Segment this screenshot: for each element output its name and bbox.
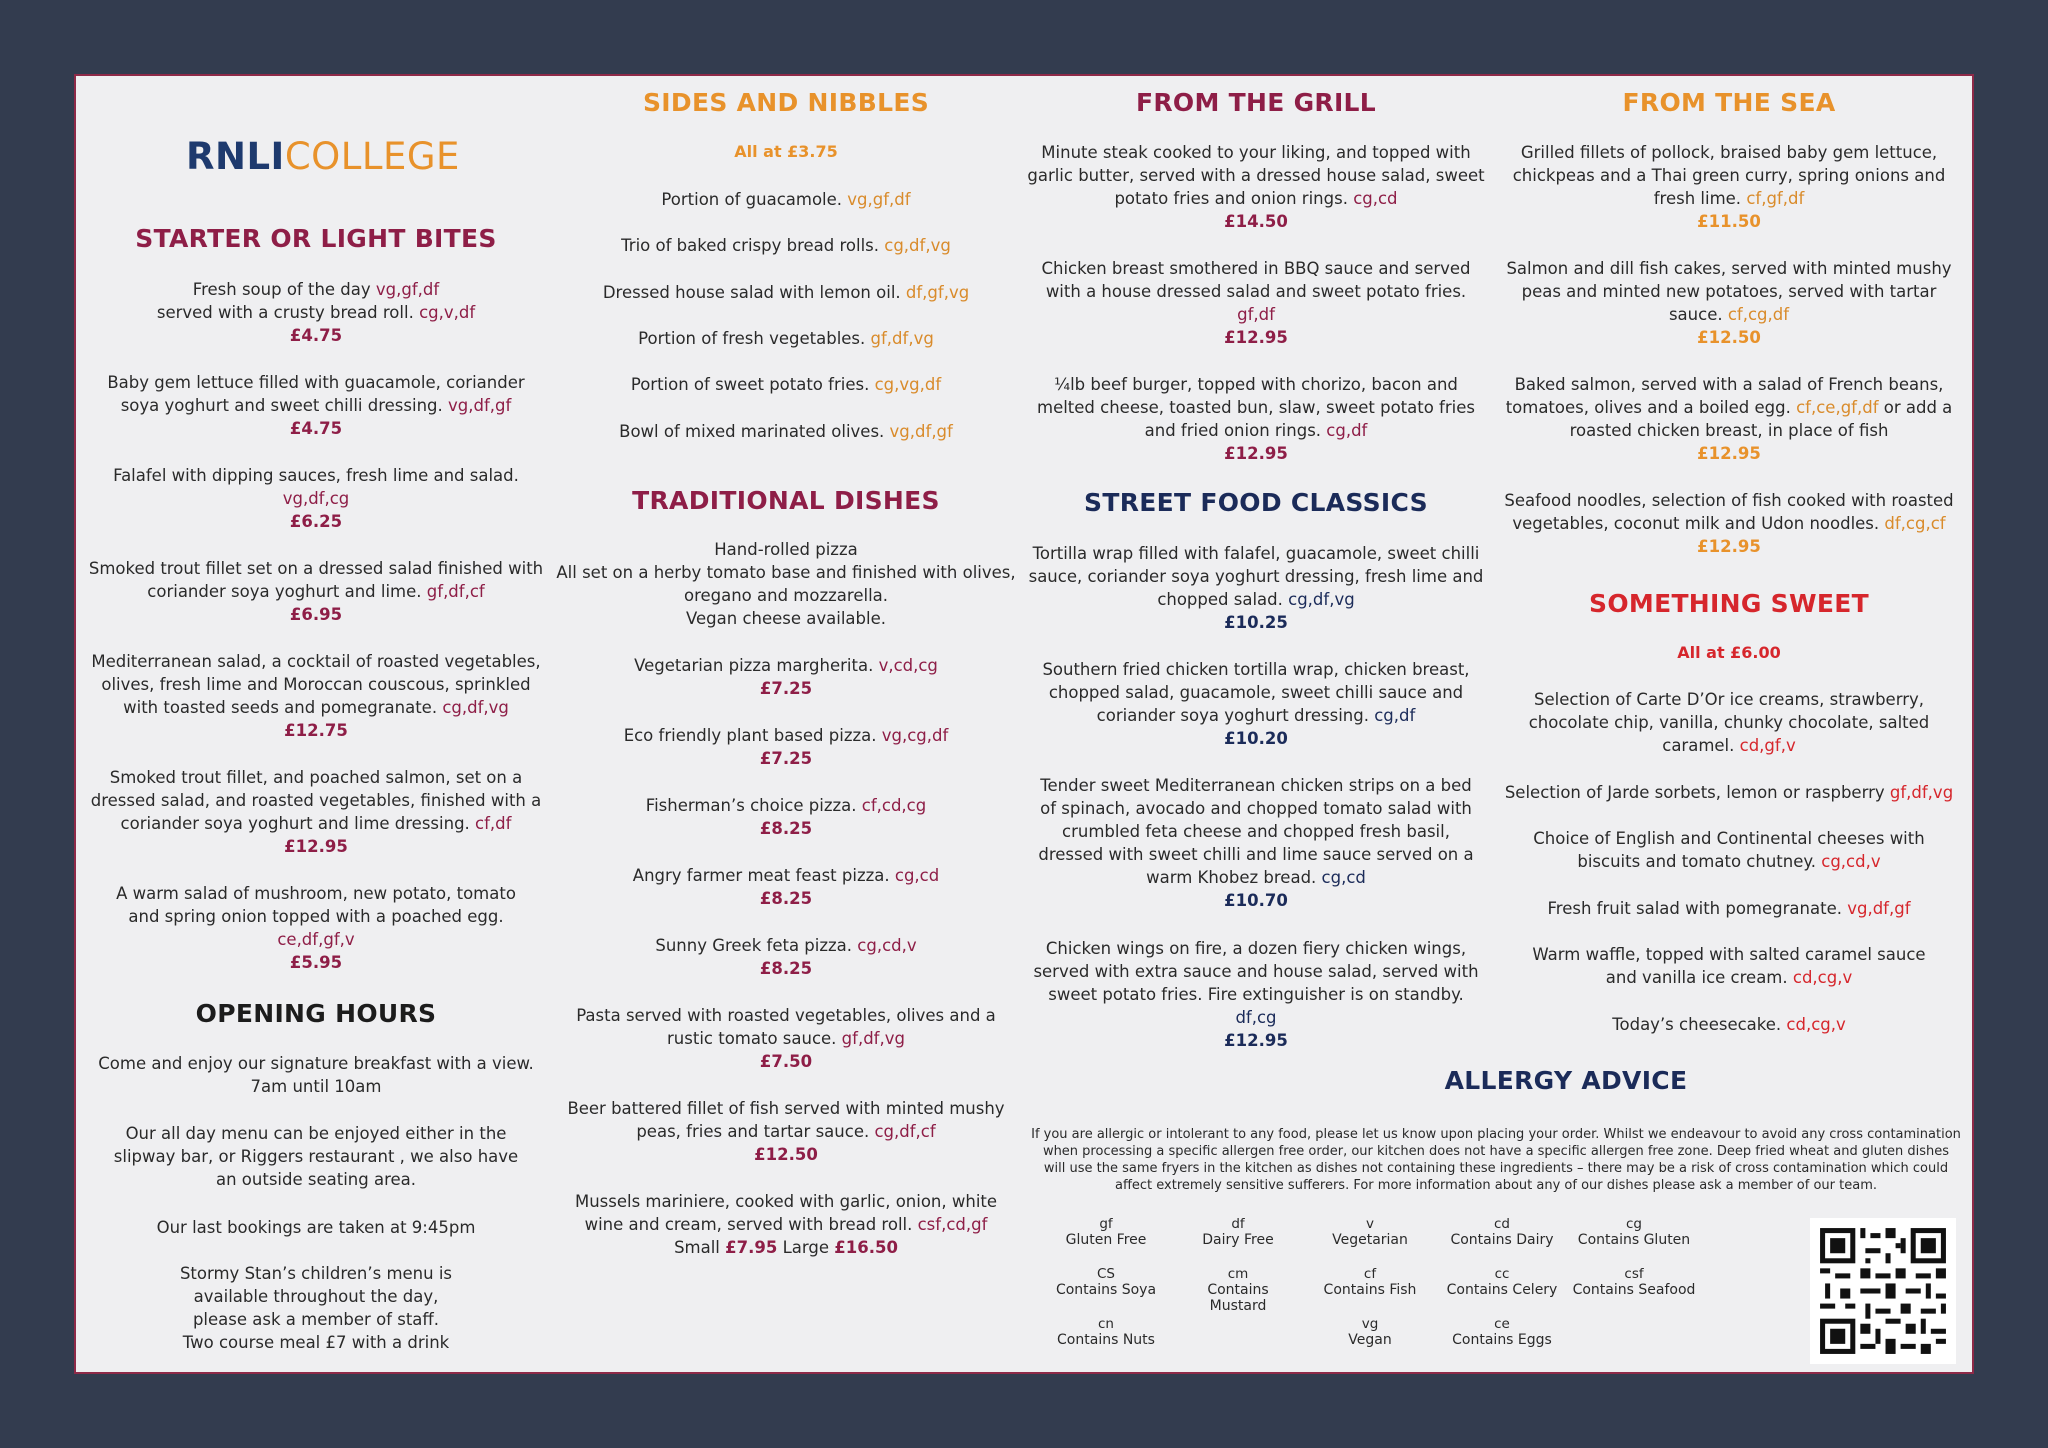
section-title-street-food: STREET FOOD CLASSICS [1084, 488, 1428, 517]
item-price: £12.95 [1697, 537, 1761, 556]
legend-item: cm Contains Mustard [1207, 1266, 1269, 1314]
legend-item: cn Contains Nuts [1057, 1316, 1155, 1348]
item-price: £7.50 [759, 1052, 813, 1071]
rnli-college-logo: RNLICOLLEGE [186, 135, 460, 178]
menu-item: Selection of Jarde sorbets, lemon or raspberry gf,df,vg [1504, 783, 1954, 802]
menu-item: Sunny Greek feta pizza. cg,cd,v £8.25 [556, 934, 1016, 980]
allergy-advice-text: If you are allergic or intolerant to any food, please let us know upon placing your order. Whilst we endeavour to avoid any cross contamination when processing a specific allergen free order, our kitchen does not have a specific allergen free zone. Deep fried wheat and gluten dishes will use the same fryers in the kitchen as dishes not containing these ingredients – there may be a risk of cross contamination which could affect extremely sensitive sufferers. For more information about any of our dishes please ask a member of our team. [1031, 1127, 1961, 1193]
menu-item: Baked salmon, served with a salad of French beans, tomatoes, olives and a boiled egg. cf,ce,gf,df or add a roasted chicken breast, in place of fish £12.95 [1496, 373, 1962, 465]
section-title-sea: FROM THE SEA [1622, 88, 1836, 117]
legend-item: ce Contains Eggs [1452, 1316, 1552, 1348]
item-price: £12.95 [1224, 1031, 1288, 1050]
item-price: £8.25 [759, 889, 813, 908]
menu-item: Pasta served with roasted vegetables, olives and a rustic tomato sauce. gf,df,vg £7.50 [556, 1004, 1016, 1073]
legend-item: csf Contains Seafood [1572, 1266, 1696, 1298]
item-price: £12.75 [284, 721, 348, 740]
section-title-allergy: ALLERGY ADVICE [1444, 1066, 1688, 1095]
menu-item: Warm waffle, topped with salted caramel sauce and vanilla ice cream. cd,cg,v [1532, 945, 1926, 987]
menu-item: Dressed house salad with lemon oil. df,gf,vg [602, 283, 970, 302]
item-price: £4.75 [289, 419, 343, 438]
menu-item: Grilled fillets of pollock, braised baby gem lettuce, chickpeas and a Thai green curry, spring onions and fresh lime. cf,gf,df £11.50 [1496, 141, 1962, 233]
item-price: £4.75 [289, 326, 343, 345]
menu-item: Mediterranean salad, a cocktail of roasted vegetables, olives, fresh lime and Moroccan couscous, sprinkled with toasted seeds and pomegranate. cg,df,vg £12.75 [91, 652, 541, 740]
menu-item: Falafel with dipping sauces, fresh lime and salad. vg,df,cg £6.25 [86, 464, 546, 533]
pizza-intro: Hand-rolled pizza All set on a herby tomato base and finished with olives, oregano and mozzarella. Vegan cheese available. [556, 540, 1016, 628]
menu-item: Portion of guacamole. vg,gf,df [661, 190, 911, 209]
menu-item: Smoked trout fillet, and poached salmon, set on a dressed salad, and roasted vegetables, finished with a coriander soya yoghurt and lime dressing. cf,df £12.95 [86, 766, 546, 858]
menu-item: Angry farmer meat feast pizza. cg,cd £8.25 [556, 864, 1016, 910]
menu-item: Chicken breast smothered in BBQ sauce and served with a house dressed salad and sweet potato fries. gf,df £12.95 [1026, 257, 1486, 349]
legend-item: cd Contains Dairy [1450, 1216, 1554, 1248]
item-price: £12.95 [284, 837, 348, 856]
menu-item: Chicken wings on fire, a dozen fiery chicken wings, served with extra sauce and house salad, served with sweet potato fries. Fire extinguisher is on standby. df,cg £12.95 [1026, 937, 1486, 1052]
section-title-sweet: SOMETHING SWEET [1589, 589, 1869, 618]
qr-code[interactable] [1810, 1218, 1956, 1364]
menu-item: Vegetarian pizza margherita. v,cd,cg £7.25 [556, 654, 1016, 700]
menu-page [74, 74, 1974, 1374]
legend-item: CS Contains Soya [1055, 1266, 1157, 1298]
menu-item: Smoked trout fillet set on a dressed salad finished with coriander soya yoghurt and lime. gf,df,cf £6.95 [86, 557, 546, 626]
item-price: £10.20 [1224, 729, 1288, 748]
legend-item: v Vegetarian [1332, 1216, 1408, 1248]
item-price: £12.95 [1697, 444, 1761, 463]
legend-item: cg Contains Gluten [1577, 1216, 1691, 1248]
item-price: £12.95 [1224, 444, 1288, 463]
menu-item: Tortilla wrap filled with falafel, guacamole, sweet chilli sauce, coriander soya yoghurt dressing, fresh lime and chopped salad. cg,df,vg £10.25 [1026, 542, 1486, 634]
menu-item: Tender sweet Mediterranean chicken strips on a bed of spinach, avocado and chopped tomato salad with crumbled feta cheese and chopped fresh basil, dressed with sweet chilli and lime sauce served on a warm Khobez bread. cg,cd £10.70 [1026, 774, 1486, 912]
item-price: £12.95 [1224, 328, 1288, 347]
menu-item: Beer battered fillet of fish served with minted mushy peas, fries and tartar sauce. cg,df,cf £12.50 [556, 1097, 1016, 1166]
section-title-sides: SIDES AND NIBBLES [642, 88, 930, 117]
legend-item: cf Contains Fish [1323, 1266, 1417, 1298]
menu-item: Fresh soup of the day vg,gf,df served with a crusty bread roll. cg,v,df £4.75 [86, 278, 546, 347]
section-title-grill: FROM THE GRILL [1135, 88, 1377, 117]
opening-hours-text: Come and enjoy our signature breakfast with a view. 7am until 10am [98, 1054, 534, 1096]
item-price: £12.50 [1697, 328, 1761, 347]
menu-item: Fresh fruit salad with pomegranate. vg,df,gf [1547, 899, 1911, 918]
item-price: £8.25 [759, 959, 813, 978]
item-price: £6.95 [289, 605, 343, 624]
legend-item: df Dairy Free [1202, 1216, 1274, 1248]
menu-item: Portion of sweet potato fries. cg,vg,df [630, 375, 942, 394]
item-price: £12.50 [754, 1145, 818, 1164]
menu-item: ¼lb beef burger, topped with chorizo, bacon and melted cheese, toasted bun, slaw, sweet potato fries and fried onion rings. cg,df £12.95 [1026, 373, 1486, 465]
menu-item: Baby gem lettuce filled with guacamole, coriander soya yoghurt and sweet chilli dressing. vg,df,gf £4.75 [86, 371, 546, 440]
item-price: £7.25 [759, 679, 813, 698]
item-price: £14.50 [1224, 212, 1288, 231]
opening-hours-text: Our last bookings are taken at 9:45pm [156, 1218, 476, 1237]
item-price: £10.70 [1224, 891, 1288, 910]
menu-item: Mussels mariniere, cooked with garlic, onion, white wine and cream, served with bread roll. csf,cd,gf Small £7.95 Large £16.50 [574, 1192, 998, 1257]
menu-item: Selection of Carte D’Or ice creams, strawberry, chocolate chip, vanilla, chunky chocolate, salted caramel. cd,gf,v [1528, 690, 1930, 755]
menu-item: Eco friendly plant based pizza. vg,cg,df £7.25 [556, 724, 1016, 770]
menu-item: Today’s cheesecake. cd,cg,v [1612, 1015, 1846, 1034]
menu-item: Bowl of mixed marinated olives. vg,df,gf [619, 422, 953, 441]
menu-item: Seafood noodles, selection of fish cooked with roasted vegetables, coconut milk and Udon noodles. df,cg,cf £12.95 [1496, 489, 1962, 558]
menu-item: Portion of fresh vegetables. gf,df,vg [638, 329, 934, 348]
legend-item: cc Contains Celery [1446, 1266, 1558, 1298]
menu-item: Fisherman’s choice pizza. cf,cd,cg £8.25 [556, 794, 1016, 840]
opening-hours-text: Our all day menu can be enjoyed either in the slipway bar, or Riggers restaurant , we also have an outside seating area. [113, 1124, 519, 1189]
legend-item: gf Gluten Free [1065, 1216, 1147, 1248]
item-price: £10.25 [1224, 613, 1288, 632]
menu-item: Salmon and dill fish cakes, served with minted mushy peas and minted new potatoes, served with tartar sauce. cf,cg,df £12.50 [1496, 257, 1962, 349]
section-title-traditional: TRADITIONAL DISHES [632, 486, 940, 515]
menu-item: A warm salad of mushroom, new potato, tomato and spring onion topped with a poached egg. ce,df,gf,v £5.95 [86, 882, 546, 974]
item-price: £7.25 [759, 749, 813, 768]
section-title-opening-hours: OPENING HOURS [195, 999, 437, 1028]
menu-item: Trio of baked crispy bread rolls. cg,df,vg [621, 236, 951, 255]
item-price: £8.25 [759, 819, 813, 838]
item-price: £11.50 [1697, 212, 1761, 231]
sides-price-note: All at £3.75 [734, 142, 838, 161]
section-title-starters: STARTER OR LIGHT BITES [135, 224, 497, 253]
item-price: £5.95 [289, 953, 343, 972]
sweet-price-note: All at £6.00 [1677, 643, 1781, 662]
legend-item: vg Vegan [1348, 1316, 1392, 1348]
menu-item: Minute steak cooked to your liking, and topped with garlic butter, served with a dressed house salad, sweet potato fries and onion rings. cg,cd £14.50 [1027, 143, 1485, 231]
menu-item: Southern fried chicken tortilla wrap, chicken breast, chopped salad, guacamole, sweet chilli sauce and coriander soya yoghurt dressing. cg,df £10.20 [1026, 658, 1486, 750]
menu-item: Choice of English and Continental cheeses with biscuits and tomato chutney. cg,cd,v [1533, 829, 1925, 871]
childrens-menu-text: Stormy Stan’s children’s menu is available throughout the day, please ask a member of staff. Two course meal £7 with a drink [179, 1264, 453, 1352]
item-price: £6.25 [289, 512, 343, 531]
